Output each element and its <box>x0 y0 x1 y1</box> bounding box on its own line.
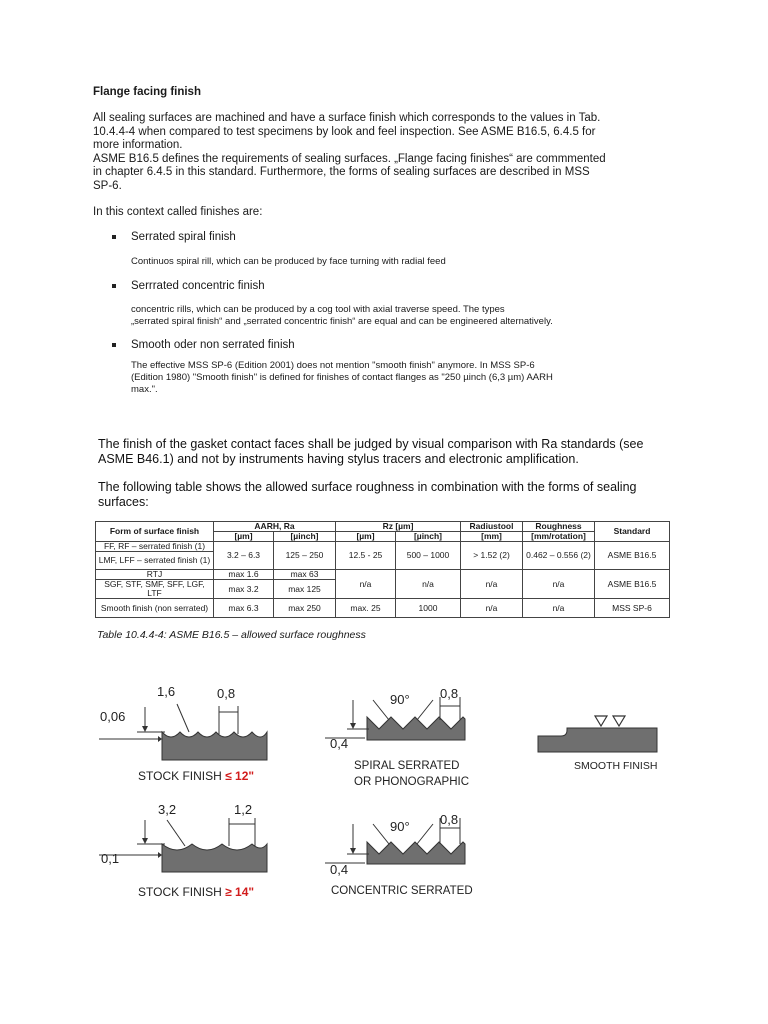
dimension-label: 0,8 <box>440 812 459 827</box>
cell-value: 1000 <box>396 599 461 618</box>
bullet-label: Serrrated concentric finish <box>131 280 265 292</box>
bullet-marker <box>112 284 116 288</box>
stock-finish-large-diagram <box>95 800 285 890</box>
bullet-description <box>131 304 651 328</box>
intro-line: in chapter 6.4.5 in this standard. Furthermore, the forms of sealing surfaces are described in MSS <box>93 166 590 178</box>
cell-value: n/a <box>461 570 523 599</box>
size-range: ≤ 12" <box>225 769 255 783</box>
finish-name: SPIRAL SERRATED <box>354 760 460 772</box>
cell-standard: MSS SP-6 <box>595 599 670 618</box>
dimension-label: 3,2 <box>158 802 177 817</box>
diagram-label: CONCENTRIC SERRATED <box>331 885 473 897</box>
cell-form: LMF, LFF – serrated finish (1) <box>96 552 214 570</box>
cell-value: max 125 <box>274 580 336 599</box>
surface-symbol-icon <box>613 716 625 726</box>
cell-standard: ASME B16.5 <box>595 570 670 599</box>
bullet-desc-line: max.". <box>131 384 158 395</box>
cell-form: FF, RF – serrated finish (1) <box>96 542 214 552</box>
cell-value: 3.2 – 6.3 <box>214 542 274 570</box>
cell-form: SGF, STF, SMF, SFF, LGF, LTF <box>96 580 214 599</box>
smooth-finish-diagram <box>535 710 660 760</box>
bullet-label: Smooth oder non serrated finish <box>131 339 295 351</box>
dimension-label: 0,06 <box>100 709 126 724</box>
diagram-label <box>138 885 254 899</box>
intro-line: 10.4.4-4 when compared to test specimens by look and feel inspection. See ASME B16.5, 6.4.5 for <box>93 125 596 138</box>
bullet-desc-line: (Edition 1980) "Smooth finish" is defined for finishes of contact flanges as "250 µinch (6,3 µm) AARH <box>131 372 553 383</box>
bullet-marker <box>112 235 116 239</box>
bullet-desc-line: concentric rills, which can be produced by a cog tool with axial traverse speed. The types <box>131 304 505 315</box>
dimension-label: 1,2 <box>234 802 253 817</box>
cell-form: Smooth finish (non serrated) <box>96 599 214 618</box>
bullet-description <box>131 360 651 396</box>
finish-name: OR PHONOGRAPHIC <box>354 776 470 788</box>
cell-value: max. 25 <box>336 599 396 618</box>
table-intro-paragraph <box>98 480 668 510</box>
bullet-marker <box>112 343 116 347</box>
header-standard: Standard <box>595 522 670 542</box>
paragraph-line: The following table shows the allowed surface roughness in combination with the forms of sealing <box>98 480 637 494</box>
bullet-item <box>131 339 295 351</box>
cell-value: 12.5 - 25 <box>336 542 396 570</box>
angle-label: 90° <box>390 692 410 707</box>
bullet-item <box>131 280 265 292</box>
cell-value: max 3.2 <box>214 580 274 599</box>
bullet-desc-line: Continuos spiral rill, which can be produced by face turning with radial feed <box>131 256 446 267</box>
bullet-desc-line: The effective MSS SP-6 (Edition 2001) does not mention "smooth finish" anymore. In MSS SP-6 <box>131 360 535 371</box>
visual-comparison-paragraph <box>98 437 668 467</box>
bullet-item <box>131 231 236 243</box>
cell-value: max 250 <box>274 599 336 618</box>
unit-mm-rotation: [mm/rotation] <box>523 532 595 542</box>
cell-value: 500 – 1000 <box>396 542 461 570</box>
cell-standard: ASME B16.5 <box>595 542 670 570</box>
paragraph-line: The finish of the gasket contact faces shall be judged by visual comparison with Ra standards (see <box>98 437 644 451</box>
cell-form: RTJ <box>96 570 214 580</box>
angle-label: 90° <box>390 819 410 834</box>
dimension-label: 0,1 <box>101 851 120 866</box>
finish-name: STOCK FINISH <box>138 769 222 783</box>
dimension-label: 0,4 <box>330 736 349 751</box>
unit-uinch: [µinch] <box>396 532 461 542</box>
page-title: Flange facing finish <box>93 86 201 98</box>
header-roughness: Roughness <box>523 522 595 532</box>
unit-um: [µm] <box>214 532 274 542</box>
table-caption: Table 10.4.4-4: ASME B16.5 – allowed surface roughness <box>97 629 366 641</box>
dimension-label: 0,8 <box>217 686 236 701</box>
size-range: ≥ 14" <box>225 885 255 899</box>
unit-uinch: [µinch] <box>274 532 336 542</box>
cell-value: max 6.3 <box>214 599 274 618</box>
header-aarh: AARH, Ra <box>214 522 336 532</box>
cell-value: n/a <box>523 570 595 599</box>
dimension-label: 1,6 <box>157 684 176 699</box>
intro-paragraph <box>93 112 653 193</box>
bullet-label: Serrated spiral finish <box>131 231 236 243</box>
cell-value: max 1.6 <box>214 570 274 580</box>
cell-value: 125 – 250 <box>274 542 336 570</box>
unit-mm: [mm] <box>461 532 523 542</box>
diagram-label: SMOOTH FINISH <box>574 760 658 772</box>
header-form: Form of surface finish <box>96 522 214 542</box>
dimension-label: 0,8 <box>440 686 459 701</box>
surface-roughness-table <box>95 521 670 618</box>
cell-value: 0.462 – 0.556 (2) <box>523 542 595 570</box>
paragraph-line: ASME B46.1) and not by instruments having stylus tracers and electronic amplification. <box>98 452 579 466</box>
finish-name: STOCK FINISH <box>138 885 222 899</box>
cell-value: max 63 <box>274 570 336 580</box>
cell-value: n/a <box>461 599 523 618</box>
paragraph-line: surfaces: <box>98 495 149 509</box>
cell-value: > 1.52 (2) <box>461 542 523 570</box>
header-radius: Radiustool <box>461 522 523 532</box>
intro-line: All sealing surfaces are machined and have a surface finish which corresponds to the values in Tab. <box>93 112 601 124</box>
diagram-label <box>354 758 469 790</box>
intro-line: more information. <box>93 139 183 151</box>
bullet-desc-line: „serrated spiral finish“ and „serrated concentric finish“ are equal and can be engineered alternatively. <box>131 316 553 327</box>
bullet-description <box>131 256 651 268</box>
dimension-label: 0,4 <box>330 862 349 877</box>
context-line: In this context called finishes are: <box>93 206 263 218</box>
surface-symbol-icon <box>595 716 607 726</box>
unit-um: [µm] <box>336 532 396 542</box>
cell-value: n/a <box>523 599 595 618</box>
cell-value: n/a <box>336 570 396 599</box>
intro-line: ASME B16.5 defines the requirements of sealing surfaces. „Flange facing finishes“ are commmented <box>93 152 606 165</box>
intro-line: SP-6. <box>93 179 122 192</box>
cell-value: n/a <box>396 570 461 599</box>
header-rz: Rz [µm] <box>336 522 461 532</box>
diagram-label <box>138 769 254 783</box>
